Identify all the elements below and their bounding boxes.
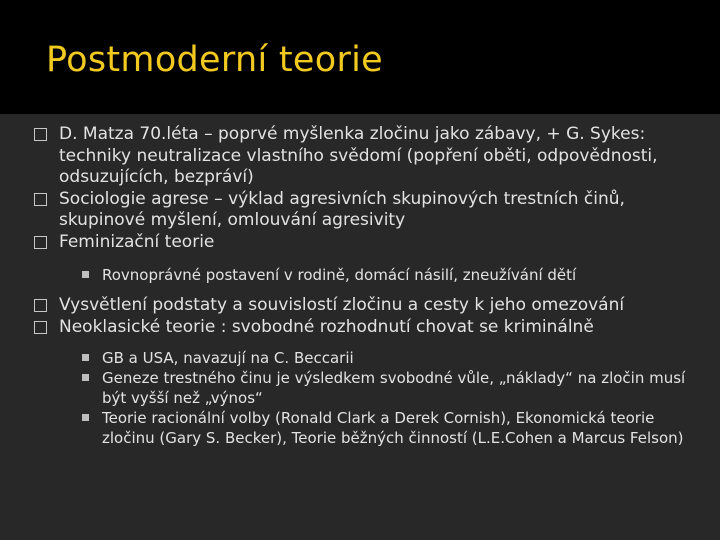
checkbox-bullet-icon: [34, 299, 47, 312]
bullet-text: Feminizační teorie: [59, 231, 215, 252]
sub-bullet-item: [34, 348, 706, 368]
sub-bullet-text: Rovnoprávné postavení v rodině, domácí násilí, zneužívání dětí: [102, 266, 577, 284]
bullet-text: D. Matza 70.léta – poprvé myšlenka zločinu jako zábavy, + G. Sykes: techniky neutralizace vlastního svědomí (popření oběti, odpovědnosti, odsuzujících, bezpráví): [59, 124, 658, 187]
slide-content: [34, 124, 706, 448]
checkbox-bullet-icon: [34, 193, 47, 206]
square-bullet-icon: [82, 374, 89, 381]
square-bullet-icon: [82, 271, 89, 278]
sub-bullet-item: [34, 265, 706, 285]
bullet-text: Vysvětlení podstaty a souvislostí zločinu a cesty k jeho omezování: [59, 295, 625, 315]
square-bullet-icon: [82, 414, 89, 421]
bullet-item: [34, 232, 706, 254]
square-bullet-icon: [82, 354, 89, 361]
sub-bullet-text: Geneze trestného činu je výsledkem svobodné vůle, „náklady“ na zločin musí být vyšší než „výnos“: [102, 369, 686, 407]
checkbox-bullet-icon: [34, 128, 47, 141]
slide-title: Postmoderní teorie: [46, 40, 384, 80]
checkbox-bullet-icon: [34, 236, 47, 249]
bullet-text: Sociologie agrese – výklad agresivních skupinových trestních činů, skupinové myšlení, omlouvání agresivity: [59, 188, 625, 230]
checkbox-bullet-icon: [34, 321, 47, 334]
sub-bullet-item: [34, 408, 706, 448]
sub-bullet-text: GB a USA, navazují na C. Beccarii: [102, 349, 354, 367]
sub-bullet-text: Teorie racionální volby (Ronald Clark a Derek Cornish), Ekonomická teorie zločinu (Gary S. Becker), Teorie běžných činností (L.E.Cohen a Marcus Felson): [102, 409, 684, 447]
sub-bullet-item: [34, 368, 706, 408]
bullet-item: [34, 317, 706, 339]
bullet-item: [34, 189, 706, 232]
bullet-text: Neoklasické teorie : svobodné rozhodnutí chovat se kriminálně: [59, 316, 594, 337]
bullet-item: [34, 295, 706, 317]
bullet-item: [34, 124, 706, 189]
